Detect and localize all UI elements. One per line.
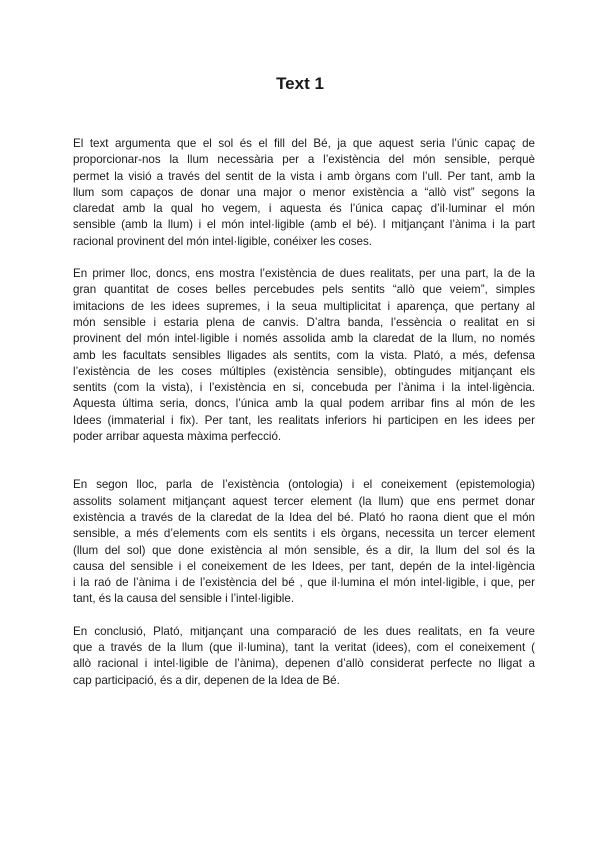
text-line: sentits (com la vista), i l’existència en si, concebuda per l’ànima i la intel·ligència.	[73, 381, 535, 395]
text-line: cap participació, és a dir, depenen de la Idea de Bé.	[73, 673, 340, 687]
text-line: proporcionar-nos la llum necessària per a l’existència del món sensible, perquè	[73, 153, 535, 167]
text-line: assolits solament mitjançant aquest tercer element (la llum) que ens permet donar	[73, 494, 535, 508]
text-line: Idees (immaterial i fix). Per tant, les realitats inferiors hi participen en les idees per	[73, 413, 535, 427]
paragraph-3	[73, 477, 535, 607]
text-line: sensible (amb la llum) i el món intel·ligible (amb el bé). I mitjançant l’ànima i la part	[73, 218, 535, 232]
text-line: racional provinent del món intel·ligible, conéixer les coses.	[73, 234, 373, 248]
text-line: sensible, a més d’elements com els sentits i els òrgans, necessita un tercer element	[73, 527, 535, 541]
text-line: amb les facultats sensibles lligades als sentits, com la vista. Plató, a més, defensa	[73, 348, 535, 362]
paragraph-4	[73, 624, 535, 689]
text-line: El text argumenta que el sol és el fill del Bé, ja que aquest seria l’únic capaç de	[73, 137, 535, 150]
text-line: que a través de la llum (que il·lumina), tant la veritat (idees), com el coneixement (	[73, 641, 535, 655]
text-line: permet la visió a través del sentit de la vista i amb òrgans com l’ull. Per tant, amb la	[73, 169, 535, 183]
text-line: En conclusió, Plató, mitjançant una comparació de les dues realitats, en fa veure	[73, 624, 535, 638]
text-line: (llum del sol) que done existència al món sensible, és a dir, la llum del sol és la	[73, 543, 535, 557]
text-line: llum som capaços de donar una major o menor existència a “allò vist” segons la	[73, 185, 535, 199]
text-line: En segon lloc, parla de l’existència (ontologia) i el coneixement (epistemologia)	[73, 478, 535, 492]
text-line: l’existència de les coses múltiples (existència sensible), obtingudes mitjançant els	[73, 364, 535, 378]
document-title: Text 1	[276, 74, 324, 93]
text-line: i la raó de l’ànima i de l’existència del bé , que il·lumina el món intel·ligible, i que, per	[73, 576, 535, 590]
text-line: imitacions de les idees supremes, i la seua multiplicitat i aparença, que pertany al	[73, 299, 535, 313]
paragraph-2	[73, 266, 535, 445]
document-body	[73, 136, 535, 689]
text-line: gran quantitat de coses belles percebudes pels sentits “allò que veiem”, simples	[73, 283, 535, 297]
text-line: poder arribar aquesta màxima perfecció.	[73, 430, 282, 444]
text-line: claredat amb la qual ho vegem, i aquesta és l’única capaç d’il·luminar el món	[73, 202, 535, 216]
text-line: allò racional i intel·ligible de l’ànima), depenen d’allò considerat perfecte no lligat a	[73, 657, 535, 671]
text-line: tant, és la causa del sensible i l’intel·ligible.	[73, 592, 295, 606]
paragraph-1	[73, 136, 535, 250]
text-line: món sensible i estaria plena de canvis. D’altra banda, l’essència o realitat en si	[73, 315, 535, 329]
text-line: existència a través de la claredat de la Idea del bé. Plató ho raona dient que el món	[73, 510, 535, 524]
text-line: En primer lloc, doncs, ens mostra l’existència de dues realitats, per una part, la de la	[73, 267, 535, 281]
text-line: provinent del món intel·ligible i només assolida amb la claredat de la llum, no només	[73, 332, 535, 346]
text-line: causa del sensible i el coneixement de les Idees, per tant, depén de la intel·ligència	[73, 559, 535, 573]
text-line: Aquesta última seria, doncs, l’única amb la qual podem arribar fins al món de les	[73, 397, 535, 411]
